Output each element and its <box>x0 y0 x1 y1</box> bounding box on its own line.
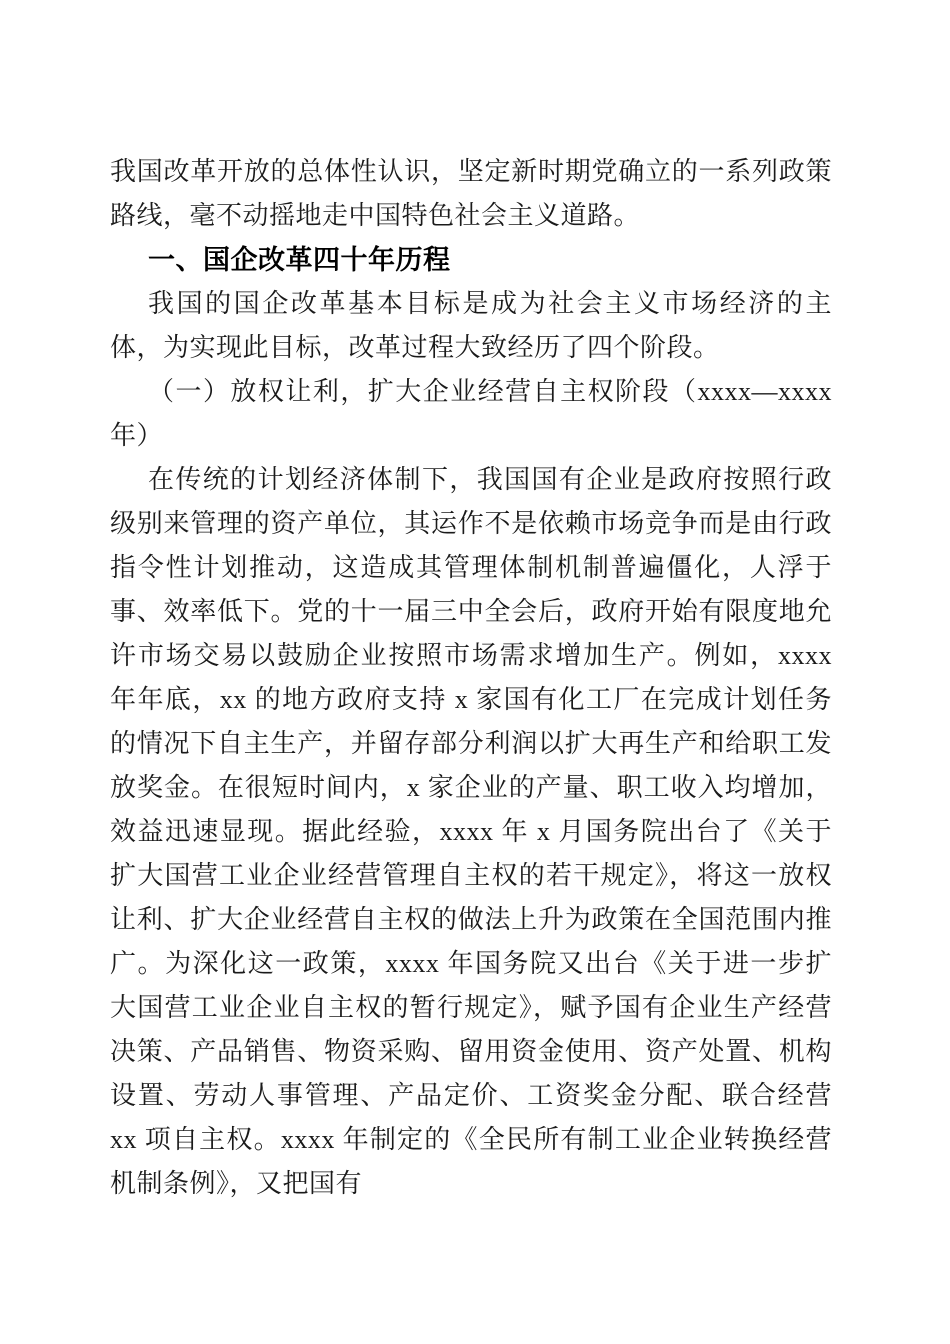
heading-section-one: 一、国企改革四十年历程 <box>148 245 451 275</box>
paragraph-intro-continued: 我国改革开放的总体性认识，坚定新时期党确立的一系列政策路线，毫不动摇地走中国特色社会主义道路。 <box>110 157 832 230</box>
paragraph-reform-goal: 我国的国企改革基本目标是成为社会主义市场经济的主体，为实现此目标，改革过程大致经历了四个阶段。 <box>110 289 832 362</box>
heading-stage-one: （一）放权让利，扩大企业经营自主权阶段（xxxx—xxxx年） <box>110 377 832 450</box>
document-content <box>110 150 832 1206</box>
paragraph-stage-one-detail: 在传统的计划经济体制下，我国国有企业是政府按照行政级别来管理的资产单位，其运作不是依赖市场竞争而是由行政指令性计划推动，这造成其管理体制机制普遍僵化，人浮于事、效率低下。党的十一届三中全会后，政府开始有限度地允许市场交易以鼓励企业按照市场需求增加生产。例如，xxxx 年年底，xx 的地方政府支持 x 家国有化工厂在完成计划任务的情况下自主生产，并留存部分利润以扩大再生产和给职工发放奖金。在很短时间内，x 家企业的产量、职工收入均增加，效益迅速显现。据此经验，xxxx 年 x 月国务院出台了《关于扩大国营工业企业经营管理自主权的若干规定》，将这一放权让利、扩大企业经营自主权的做法上升为政策在全国范围内推广。为深化这一政策，xxxx 年国务院又出台《关于进一步扩大国营工业企业自主权的暂行规定》，赋予国有企业生产经营决策、产品销售、物资采购、留用资金使用、资产处置、机构设置、劳动人事管理、产品定价、工资奖金分配、联合经营 xx 项自主权。xxxx 年制定的《全民所有制工业企业转换经营机制条例》，又把国有 <box>110 465 832 1198</box>
